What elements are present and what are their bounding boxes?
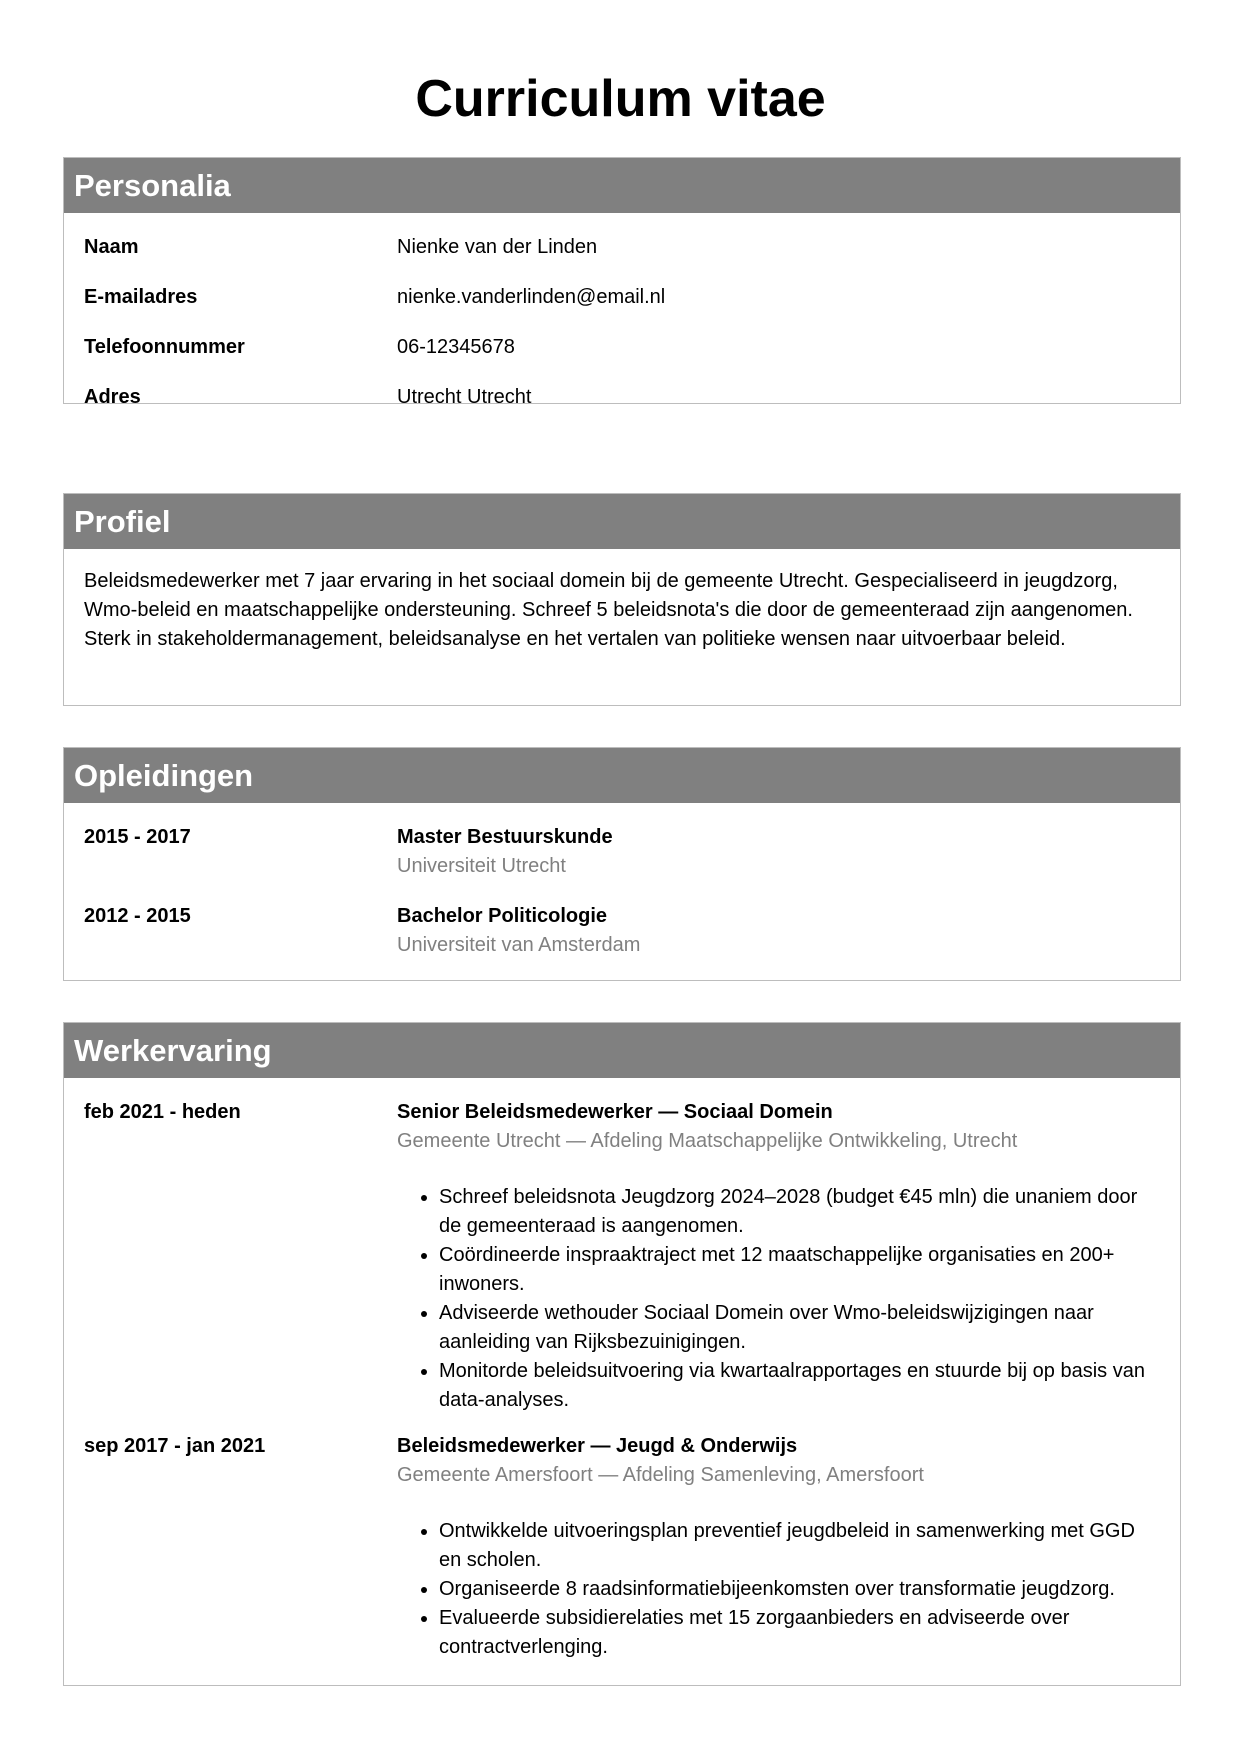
document-title: Curriculum vitae bbox=[415, 70, 826, 128]
personalia-row-address bbox=[84, 383, 1150, 433]
education-period: 2015 - 2017 bbox=[84, 826, 191, 848]
work-title: Beleidsmedewerker — Jeugd & Onderwijs bbox=[397, 1435, 798, 1457]
personalia-row-email bbox=[84, 283, 1150, 333]
achievement-item: • Adviseerde wethouder Sociaal Domein over Wmo-beleidswijzigingen naar aanleiding van Rijksbezuinigingen. bbox=[439, 1299, 1150, 1357]
work-item bbox=[84, 1098, 1150, 1415]
personalia-header: Personalia bbox=[64, 158, 1180, 213]
field-label: Adres bbox=[84, 386, 141, 408]
achievement-item: • Organiseerde 8 raadsinformatiebijeenkomsten over transformatie jeugdzorg. bbox=[439, 1575, 1150, 1604]
work-achievements bbox=[397, 1517, 1150, 1662]
field-value: Nienke van der Linden bbox=[397, 236, 598, 258]
education-item bbox=[84, 902, 1150, 960]
achievement-item: • Coördineerde inspraaktraject met 12 maatschappelijke organisaties en 200+ inwoners. bbox=[439, 1241, 1150, 1299]
field-label: Naam bbox=[84, 236, 139, 258]
opleidingen-header: Opleidingen bbox=[64, 748, 1180, 803]
achievement-item: • Monitorde beleidsuitvoering via kwartaalrapportages en stuurde bij op basis van data-analyses. bbox=[439, 1357, 1150, 1415]
achievement-item: • Ontwikkelde uitvoeringsplan preventief jeugdbeleid in samenwerking met GGD en scholen. bbox=[439, 1517, 1150, 1575]
work-achievements bbox=[397, 1183, 1150, 1415]
education-title: Bachelor Politicologie bbox=[397, 905, 608, 927]
werkervaring-section bbox=[63, 1022, 1181, 1686]
education-title: Master Bestuurskunde bbox=[397, 826, 613, 848]
personalia-row-name bbox=[84, 233, 1150, 283]
personalia-row-phone bbox=[84, 333, 1150, 383]
education-item bbox=[84, 823, 1150, 881]
field-value: 06-12345678 bbox=[397, 336, 515, 358]
work-period: sep 2017 - jan 2021 bbox=[84, 1435, 266, 1457]
education-period: 2012 - 2015 bbox=[84, 905, 191, 927]
werkervaring-header: Werkervaring bbox=[64, 1023, 1180, 1078]
achievement-item: • Schreef beleidsnota Jeugdzorg 2024–2028 (budget €45 mln) die unaniem door de gemeenteraad is aangenomen. bbox=[439, 1183, 1150, 1241]
opleidingen-section bbox=[63, 747, 1181, 981]
education-institution: Universiteit Utrecht bbox=[397, 855, 566, 877]
work-employer: Gemeente Utrecht — Afdeling Maatschappelijke Ontwikkeling, Utrecht bbox=[397, 1130, 1018, 1152]
personalia-section bbox=[63, 157, 1181, 408]
field-value: nienke.vanderlinden@email.nl bbox=[397, 286, 666, 308]
field-label: E-mailadres bbox=[84, 286, 198, 308]
work-employer: Gemeente Amersfoort — Afdeling Samenleving, Amersfoort bbox=[397, 1464, 924, 1486]
field-value: Utrecht Utrecht bbox=[397, 386, 532, 408]
work-period: feb 2021 - heden bbox=[84, 1101, 241, 1123]
work-title: Senior Beleidsmedewerker — Sociaal Domein bbox=[397, 1101, 833, 1123]
profiel-header: Profiel bbox=[64, 494, 1180, 549]
achievement-item: • Evalueerde subsidierelaties met 15 zorgaanbieders en adviseerde over contractverlenging. bbox=[439, 1604, 1150, 1662]
education-institution: Universiteit van Amsterdam bbox=[397, 934, 641, 956]
work-item bbox=[84, 1432, 1150, 1662]
profile-summary: Beleidsmedewerker met 7 jaar ervaring in het sociaal domein bij de gemeente Utrecht. Gespecialiseerd in jeugdzorg, Wmo-beleid en maatschappelijke ondersteuning. Schreef 5 beleidsnota's die door de gemeenteraad zijn aangenomen. Sterk in stakeholdermanagement, beleidsanalyse en het vertalen van politieke wensen naar uitvoerbaar beleid. bbox=[84, 570, 1133, 650]
field-label: Telefoonnummer bbox=[84, 336, 245, 358]
profiel-section bbox=[63, 493, 1181, 706]
